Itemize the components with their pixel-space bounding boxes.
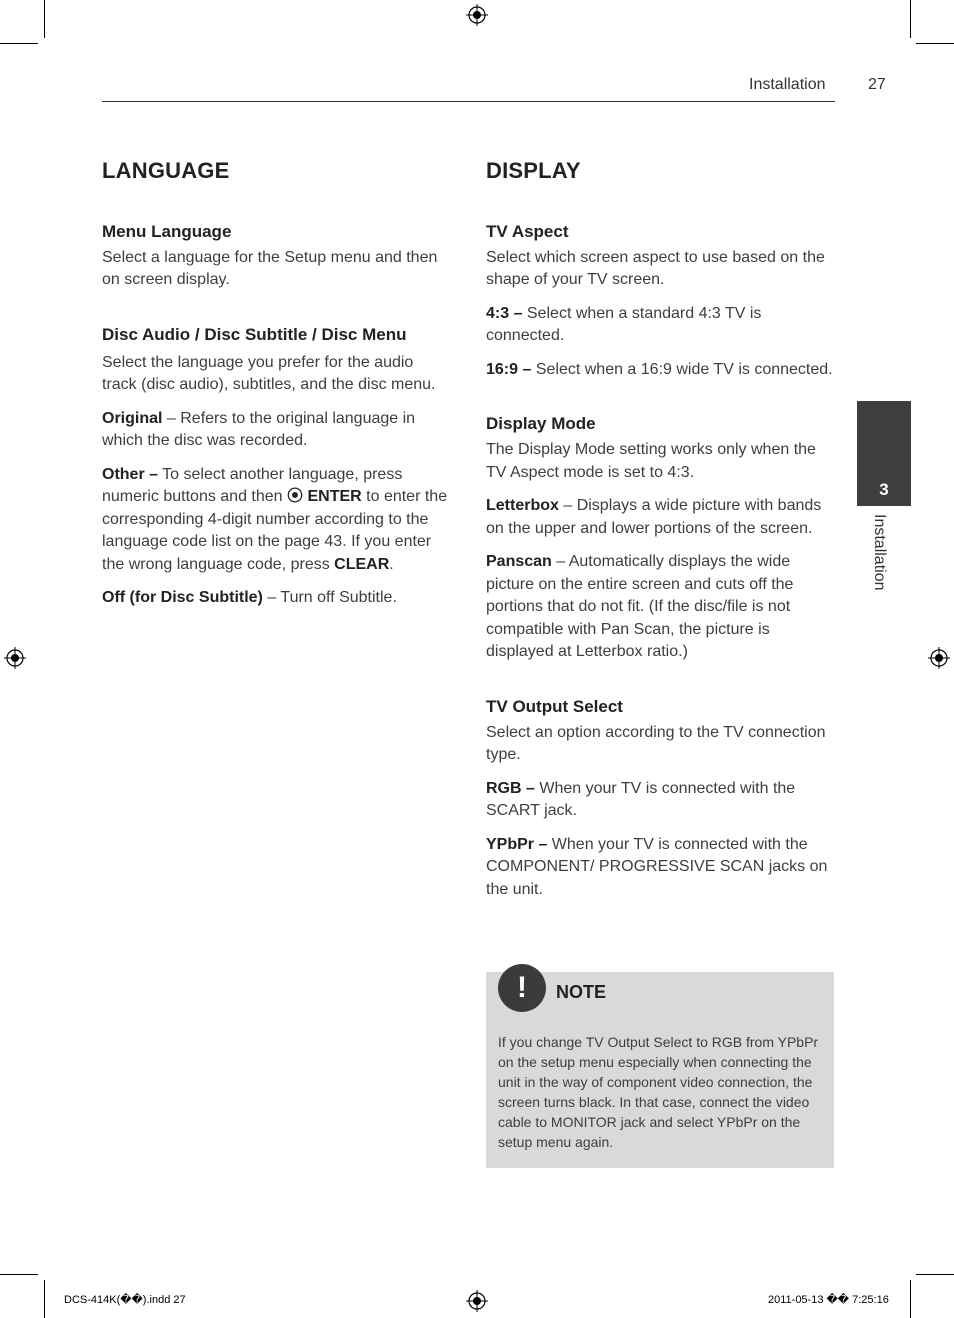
original-option — [102, 408, 452, 453]
off-option — [102, 587, 452, 610]
registration-mark-icon — [466, 1290, 488, 1312]
aspect-169-text: Select when a 16:9 wide TV is connected. — [531, 360, 833, 378]
slug-timestamp: 2011-05-13 �� 7:25:16 — [768, 1294, 889, 1306]
original-text: – Refers to the original language in which the disc was recorded. — [102, 409, 416, 449]
letterbox-label: Letterbox — [486, 497, 559, 514]
registration-mark-icon — [928, 647, 950, 669]
display-mode-heading: Display Mode — [486, 414, 596, 433]
chapter-number: 3 — [879, 480, 889, 499]
note-text: If you change TV Output Select to RGB from YPbPr on the setup menu especially when connecting the unit in the way of component video connection, the screen turns black. In that case, connect the video cable to MONITOR jack and select YPbPr on the setup menu again. — [498, 1034, 819, 1150]
letterbox-option — [486, 495, 836, 540]
display-column — [486, 160, 836, 901]
chapter-tab — [857, 401, 911, 506]
exclamation-icon: ! — [498, 964, 546, 1012]
tv-output-heading: TV Output Select — [486, 696, 623, 716]
other-text-3: . — [389, 555, 394, 573]
chapter-label: Installation — [871, 514, 888, 591]
language-title: LANGUAGE — [102, 158, 230, 183]
tv-aspect-text: Select which screen aspect to use based on the shape of your TV screen. — [486, 248, 825, 288]
crop-mark — [910, 0, 911, 38]
ypbpr-label: YPbPr – — [486, 835, 548, 853]
ypbpr-option — [486, 834, 836, 902]
crop-mark — [0, 43, 38, 44]
menu-language-text: Select a language for the Setup menu and then on screen display. — [102, 248, 438, 288]
display-title: DISPLAY — [486, 158, 581, 183]
crop-mark — [44, 1280, 45, 1318]
aspect-169-label: 16:9 – — [486, 360, 532, 378]
crop-mark — [44, 0, 45, 38]
off-label: Off (for Disc Subtitle) — [102, 589, 263, 606]
tv-output-text: Select an option according to the TV connection type. — [486, 723, 826, 763]
enter-label: ENTER — [303, 488, 362, 505]
panscan-text: – Automatically displays the wide picture on the entire screen and cuts off the portions that do not fit. (If the disc/file is not compatible with Pan Scan, the picture is displayed at Letterbox ratio.) — [486, 553, 794, 660]
aspect-43-text: Select when a standard 4:3 TV is connected. — [486, 304, 762, 344]
off-text: – Turn off Subtitle. — [262, 589, 397, 606]
language-column — [102, 160, 452, 610]
crop-mark — [916, 1274, 954, 1275]
other-option — [102, 464, 452, 577]
other-label: Other – — [102, 465, 159, 483]
registration-mark-icon — [4, 647, 26, 669]
menu-language-heading: Menu Language — [102, 221, 232, 241]
aspect-43-label: 4:3 – — [486, 304, 523, 322]
running-header: Installation — [749, 76, 826, 93]
disc-heading: Disc Audio / Disc Subtitle / Disc Menu — [102, 324, 407, 344]
other-text-1: To select another language, press numeric buttons and then — [102, 465, 403, 505]
slug-filename: DCS-414K(��).indd 27 — [64, 1294, 186, 1306]
rgb-option — [486, 778, 836, 823]
note-box — [486, 972, 834, 1168]
page-number: 27 — [868, 76, 886, 93]
panscan-label: Panscan — [486, 553, 552, 570]
header-rule — [102, 101, 835, 102]
crop-mark — [910, 1280, 911, 1318]
letterbox-text: – Displays a wide picture with bands on the upper and lower portions of the screen. — [486, 497, 822, 537]
disc-text: Select the language you prefer for the audio track (disc audio), subtitles, and the disc menu. — [102, 353, 436, 393]
aspect-43-option — [486, 303, 836, 348]
tv-aspect-heading: TV Aspect — [486, 221, 569, 241]
registration-mark-icon — [466, 4, 488, 26]
other-text-2: to enter the corresponding 4-digit number according to the language code list on the page 43. If you enter the wrong language code, press — [102, 488, 448, 573]
crop-mark — [916, 43, 954, 44]
crop-mark — [0, 1274, 38, 1275]
ypbpr-text: When your TV is connected with the COMPONENT/ PROGRESSIVE SCAN jacks on the unit. — [486, 835, 828, 898]
rgb-text: When your TV is connected with the SCART jack. — [486, 779, 796, 819]
note-title: NOTE — [556, 982, 607, 1002]
enter-icon: ⦿ — [287, 488, 304, 505]
original-label: Original — [102, 409, 163, 427]
panscan-option — [486, 551, 836, 664]
clear-label: CLEAR — [334, 555, 390, 573]
display-mode-text: The Display Mode setting works only when the TV Aspect mode is set to 4:3. — [486, 441, 816, 481]
aspect-169-option — [486, 359, 836, 382]
rgb-label: RGB – — [486, 779, 535, 797]
